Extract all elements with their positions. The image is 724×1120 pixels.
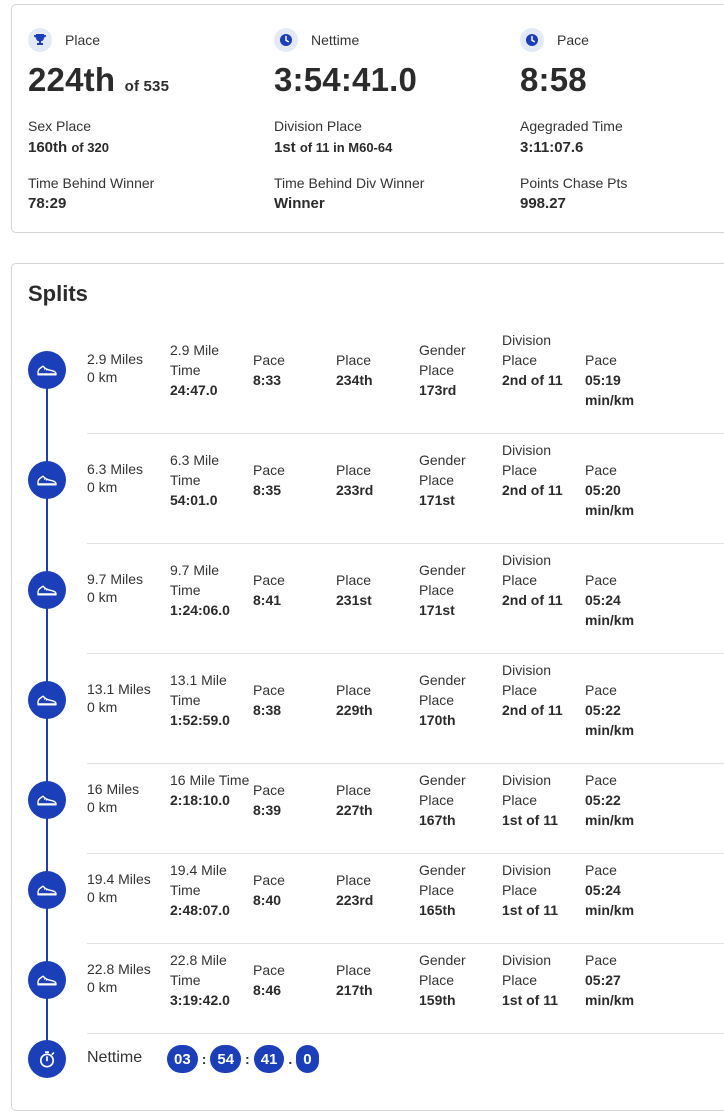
split-division-place-label: Division Place bbox=[502, 952, 552, 988]
split-place-label: Place bbox=[336, 352, 372, 368]
split-row bbox=[12, 434, 724, 544]
split-division-place bbox=[502, 550, 572, 610]
nettime-label: Nettime bbox=[311, 32, 360, 48]
points-chase-value: 998.27 bbox=[520, 195, 566, 212]
split-km-pace-label: Pace bbox=[585, 462, 617, 478]
split-place bbox=[336, 680, 406, 720]
split-distance bbox=[87, 571, 157, 606]
split-place-value: 234th bbox=[336, 372, 373, 388]
split-time-value: 2:18:10.0 bbox=[170, 792, 230, 808]
split-gender-place-label: Gender Place bbox=[419, 452, 466, 488]
division-place-value bbox=[274, 139, 392, 156]
split-pace-value: 8:46 bbox=[253, 982, 282, 998]
split-km-pace bbox=[585, 680, 665, 740]
split-km-pace bbox=[585, 770, 665, 830]
pace-label: Pace bbox=[557, 32, 589, 48]
split-km-pace-label: Pace bbox=[585, 682, 617, 698]
split-distance-miles: 6.3 Miles bbox=[87, 461, 144, 477]
split-distance bbox=[87, 871, 157, 906]
split-km-pace-label: Pace bbox=[585, 772, 617, 788]
split-gender-place bbox=[419, 340, 489, 400]
split-time bbox=[170, 860, 252, 920]
split-time-label: 2.9 Mile Time bbox=[170, 342, 220, 378]
split-km-pace-value: 05:22 min/km bbox=[585, 702, 635, 738]
split-division-place-value: 1st of 11 bbox=[502, 812, 559, 828]
split-distance bbox=[87, 961, 157, 996]
split-gender-place bbox=[419, 860, 489, 920]
split-time bbox=[170, 670, 252, 730]
place-label: Place bbox=[65, 32, 101, 48]
split-division-place-value: 1st of 11 bbox=[502, 992, 559, 1008]
split-division-place-value: 1st of 11 bbox=[502, 902, 559, 918]
split-place bbox=[336, 460, 406, 500]
split-km-pace-value: 05:24 min/km bbox=[585, 882, 635, 918]
split-distance-miles: 19.4 Miles bbox=[87, 871, 151, 887]
running-shoe-icon bbox=[28, 351, 66, 389]
split-time-label: 16 Mile Time bbox=[170, 772, 250, 788]
clock-icon bbox=[520, 28, 544, 52]
split-row bbox=[12, 544, 724, 654]
overall-place bbox=[28, 61, 169, 99]
split-time-value: 1:24:06.0 bbox=[170, 602, 230, 618]
split-division-place-label: Division Place bbox=[502, 862, 552, 898]
split-division-place-value: 2nd of 11 bbox=[502, 372, 563, 388]
split-time-value: 24:47.0 bbox=[170, 382, 218, 398]
split-gender-place-label: Gender Place bbox=[419, 952, 466, 988]
split-pace-label: Pace bbox=[253, 352, 285, 368]
split-distance-miles: 13.1 Miles bbox=[87, 681, 151, 697]
result-summary-card bbox=[11, 4, 724, 233]
split-time-label: 9.7 Mile Time bbox=[170, 562, 220, 598]
split-division-place-value: 2nd of 11 bbox=[502, 482, 563, 498]
nettime-value: 3:54:41.0 bbox=[274, 61, 418, 98]
split-division-place-label: Division Place bbox=[502, 552, 552, 588]
split-distance-miles: 2.9 Miles bbox=[87, 351, 144, 367]
pace-header bbox=[520, 28, 589, 52]
split-place-value: 229th bbox=[336, 702, 373, 718]
split-division-place-label: Division Place bbox=[502, 662, 552, 698]
nettime-clock bbox=[167, 1045, 319, 1073]
split-place-value: 223rd bbox=[336, 892, 374, 908]
split-place-label: Place bbox=[336, 462, 372, 478]
split-pace bbox=[253, 350, 323, 390]
split-time-label: 19.4 Mile Time bbox=[170, 862, 227, 898]
split-division-place bbox=[502, 660, 572, 720]
split-time bbox=[170, 560, 252, 620]
sex-place-number: 160th bbox=[28, 139, 68, 156]
split-division-place bbox=[502, 770, 572, 830]
split-gender-place-value: 159th bbox=[419, 992, 456, 1008]
agegraded-time-label: Agegraded Time bbox=[520, 118, 623, 134]
division-place-label: Division Place bbox=[274, 118, 362, 134]
split-distance bbox=[87, 351, 157, 386]
split-pace bbox=[253, 680, 323, 720]
split-time-value: 2:48:07.0 bbox=[170, 902, 230, 918]
split-pace-value: 8:38 bbox=[253, 702, 282, 718]
split-distance bbox=[87, 681, 157, 716]
overall-place-of: of 535 bbox=[124, 78, 170, 95]
time-behind-div-winner-value: Winner bbox=[274, 195, 325, 212]
nettime-tenths: 0 bbox=[296, 1045, 318, 1073]
split-gender-place bbox=[419, 560, 489, 620]
stopwatch-icon bbox=[28, 1040, 66, 1078]
split-km-pace bbox=[585, 350, 665, 410]
splits-title: Splits bbox=[28, 281, 88, 306]
split-gender-place-value: 165th bbox=[419, 902, 456, 918]
split-km-pace-label: Pace bbox=[585, 862, 617, 878]
split-km-pace bbox=[585, 460, 665, 520]
split-pace-value: 8:40 bbox=[253, 892, 282, 908]
split-km-pace-value: 05:24 min/km bbox=[585, 592, 635, 628]
split-gender-place-label: Gender Place bbox=[419, 672, 466, 708]
splits-card bbox=[11, 263, 724, 1111]
split-pace-label: Pace bbox=[253, 682, 285, 698]
split-gender-place-value: 167th bbox=[419, 812, 456, 828]
split-division-place-value: 2nd of 11 bbox=[502, 702, 563, 718]
split-distance bbox=[87, 781, 157, 816]
running-shoe-icon bbox=[28, 871, 66, 909]
split-pace-label: Pace bbox=[253, 962, 285, 978]
split-gender-place-label: Gender Place bbox=[419, 862, 466, 898]
split-pace-label: Pace bbox=[253, 782, 285, 798]
nettime-row bbox=[12, 1039, 724, 1079]
split-pace bbox=[253, 570, 323, 610]
split-km-pace-value: 05:22 min/km bbox=[585, 792, 635, 828]
split-gender-place-value: 171st bbox=[419, 492, 455, 508]
split-km-pace-value: 05:20 min/km bbox=[585, 482, 635, 518]
split-row bbox=[12, 654, 724, 764]
split-gender-place bbox=[419, 950, 489, 1010]
split-gender-place-label: Gender Place bbox=[419, 342, 466, 378]
split-time-value: 1:52:59.0 bbox=[170, 712, 230, 728]
split-km-pace-value: 05:27 min/km bbox=[585, 972, 635, 1008]
split-row bbox=[12, 764, 724, 854]
pace-value: 8:58 bbox=[520, 61, 587, 98]
split-pace-value: 8:41 bbox=[253, 592, 282, 608]
time-behind-winner-label: Time Behind Winner bbox=[28, 175, 155, 191]
split-division-place-label: Division Place bbox=[502, 442, 552, 478]
split-gender-place-value: 171st bbox=[419, 602, 455, 618]
split-distance-miles: 16 Miles bbox=[87, 781, 140, 797]
split-place bbox=[336, 870, 406, 910]
split-distance-km: 0 km bbox=[87, 478, 118, 495]
split-time bbox=[170, 770, 252, 810]
split-place-value: 233rd bbox=[336, 482, 374, 498]
split-pace-value: 8:33 bbox=[253, 372, 282, 388]
split-row bbox=[12, 944, 724, 1034]
split-pace-label: Pace bbox=[253, 462, 285, 478]
split-gender-place-label: Gender Place bbox=[419, 562, 466, 598]
split-km-pace-value: 05:19 min/km bbox=[585, 372, 635, 408]
clock-separator: : bbox=[245, 1051, 250, 1067]
split-distance-miles: 9.7 Miles bbox=[87, 571, 144, 587]
split-pace bbox=[253, 960, 323, 1000]
overall-place-value: 224th bbox=[28, 61, 116, 98]
split-gender-place-value: 170th bbox=[419, 712, 456, 728]
split-gender-place-label: Gender Place bbox=[419, 772, 466, 808]
split-division-place-value: 2nd of 11 bbox=[502, 592, 563, 608]
split-gender-place bbox=[419, 770, 489, 830]
nettime-seconds: 41 bbox=[254, 1045, 285, 1073]
split-place bbox=[336, 350, 406, 390]
split-km-pace-label: Pace bbox=[585, 952, 617, 968]
time-behind-div-winner-label: Time Behind Div Winner bbox=[274, 175, 425, 191]
sex-place-label: Sex Place bbox=[28, 118, 92, 134]
split-distance-miles: 22.8 Miles bbox=[87, 961, 151, 977]
split-time-label: 22.8 Mile Time bbox=[170, 952, 227, 988]
running-shoe-icon bbox=[28, 681, 66, 719]
split-division-place-label: Division Place bbox=[502, 772, 552, 808]
split-place-label: Place bbox=[336, 872, 372, 888]
split-km-pace bbox=[585, 570, 665, 630]
split-pace bbox=[253, 460, 323, 500]
clock-separator: . bbox=[288, 1051, 293, 1067]
split-distance-km: 0 km bbox=[87, 368, 118, 385]
running-shoe-icon bbox=[28, 781, 66, 819]
split-distance-km: 0 km bbox=[87, 588, 118, 605]
split-distance bbox=[87, 461, 157, 496]
final-nettime-label: Nettime bbox=[87, 1049, 143, 1066]
split-gender-place-value: 173rd bbox=[419, 382, 457, 398]
running-shoe-icon bbox=[28, 461, 66, 499]
trophy-icon bbox=[28, 28, 52, 52]
split-pace bbox=[253, 780, 323, 820]
split-gender-place bbox=[419, 670, 489, 730]
split-time bbox=[170, 450, 252, 510]
split-place-value: 227th bbox=[336, 802, 373, 818]
split-place-label: Place bbox=[336, 962, 372, 978]
split-km-pace bbox=[585, 860, 665, 920]
split-place-value: 217th bbox=[336, 982, 373, 998]
points-chase-label: Points Chase Pts bbox=[520, 175, 628, 191]
split-division-place bbox=[502, 330, 572, 390]
split-place bbox=[336, 960, 406, 1000]
running-shoe-icon bbox=[28, 571, 66, 609]
split-row bbox=[12, 324, 724, 434]
split-place-value: 231st bbox=[336, 592, 372, 608]
split-pace-value: 8:39 bbox=[253, 802, 282, 818]
nettime-header bbox=[274, 28, 359, 52]
split-time-label: 6.3 Mile Time bbox=[170, 452, 220, 488]
split-km-pace-label: Pace bbox=[585, 352, 617, 368]
division-place-of: of 11 in M60-64 bbox=[299, 140, 393, 155]
running-shoe-icon bbox=[28, 961, 66, 999]
time-behind-winner-value: 78:29 bbox=[28, 195, 67, 212]
split-division-place bbox=[502, 440, 572, 500]
split-place bbox=[336, 780, 406, 820]
split-division-place bbox=[502, 860, 572, 920]
split-place-label: Place bbox=[336, 782, 372, 798]
split-distance-km: 0 km bbox=[87, 798, 118, 815]
nettime-hours: 03 bbox=[167, 1045, 198, 1073]
split-pace-value: 8:35 bbox=[253, 482, 282, 498]
division-place-number: 1st bbox=[274, 139, 296, 156]
sex-place-value bbox=[28, 139, 109, 156]
agegraded-time-value: 3:11:07.6 bbox=[520, 139, 584, 156]
split-distance-km: 0 km bbox=[87, 698, 118, 715]
clock-icon bbox=[274, 28, 298, 52]
split-time bbox=[170, 950, 252, 1010]
split-place-label: Place bbox=[336, 572, 372, 588]
split-place bbox=[336, 570, 406, 610]
split-time-label: 13.1 Mile Time bbox=[170, 672, 227, 708]
split-gender-place bbox=[419, 450, 489, 510]
split-time bbox=[170, 340, 252, 400]
split-time-value: 3:19:42.0 bbox=[170, 992, 230, 1008]
split-division-place bbox=[502, 950, 572, 1010]
split-place-label: Place bbox=[336, 682, 372, 698]
split-distance-km: 0 km bbox=[87, 978, 118, 995]
split-pace-label: Pace bbox=[253, 572, 285, 588]
sex-place-of: of 320 bbox=[71, 140, 109, 155]
split-pace bbox=[253, 870, 323, 910]
split-row bbox=[12, 854, 724, 944]
clock-separator: : bbox=[201, 1051, 207, 1067]
split-time-value: 54:01.0 bbox=[170, 492, 218, 508]
split-distance-km: 0 km bbox=[87, 888, 118, 905]
split-km-pace-label: Pace bbox=[585, 572, 617, 588]
split-km-pace bbox=[585, 950, 665, 1010]
row-divider bbox=[87, 1033, 724, 1034]
split-pace-label: Pace bbox=[253, 872, 285, 888]
place-header bbox=[28, 28, 100, 52]
split-division-place-label: Division Place bbox=[502, 332, 552, 368]
nettime-minutes: 54 bbox=[210, 1045, 241, 1073]
